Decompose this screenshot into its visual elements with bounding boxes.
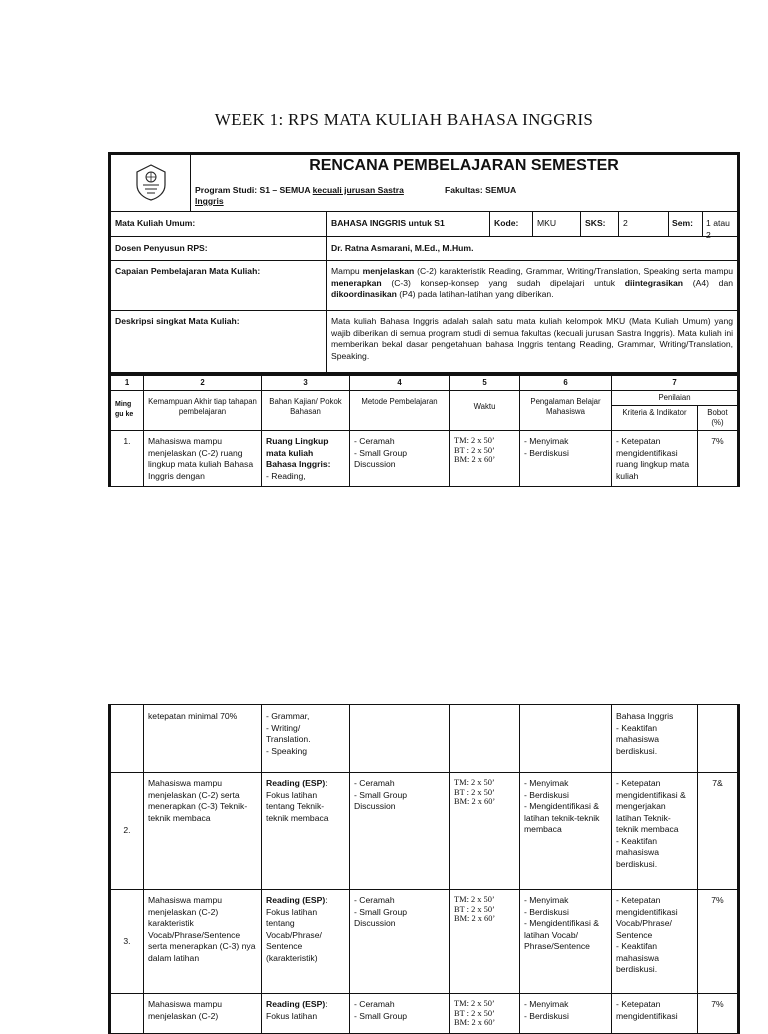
kriteria-cell: Bahasa Inggris - Keaktifan mahasiswa berdiskusi. bbox=[612, 705, 698, 773]
metode-cell: - Ceramah - Small Group Discussion bbox=[350, 773, 450, 890]
pengalaman-cell: - Menyimak - Berdiskusi bbox=[520, 994, 612, 1034]
kode-label: Kode: bbox=[490, 212, 533, 237]
dosen-value: Dr. Ratna Asmarani, M.Ed., M.Hum. bbox=[327, 237, 739, 261]
deskripsi-value: Mata kuliah Bahasa Inggris adalah salah satu mata kuliah kelompok MKU (Mata Kuliah Umum) yang wajib diberikan di semua program studi di semua fakultas (kecuali jurusan Sastra Inggris). Mata kuliah ini memberikan bekal dasar pengetahuan bahasa Inggris tentang Reading, Grammar, Writing/Translation, Speaking. bbox=[327, 311, 739, 373]
waktu-cell: TM: 2 x 50’ BT : 2 x 50’ BM: 2 x 60’ bbox=[450, 890, 520, 994]
rps-weekly-table-top bbox=[108, 373, 740, 487]
header-minggu: Ming gu ke bbox=[110, 391, 144, 431]
kriteria-cell: - Ketepatan mengidentifikasi bbox=[612, 994, 698, 1034]
header-bobot: Bobot (%) bbox=[698, 406, 739, 431]
sks-label: SKS: bbox=[581, 212, 619, 237]
week-number: 1. bbox=[110, 431, 144, 487]
header-pengalaman: Pengalaman Belajar Mahasiswa bbox=[520, 391, 612, 431]
kemampuan-cell: Mahasiswa mampu menjelaskan (C-2) ruang lingkup mata kuliah Bahasa Inggris dengan bbox=[144, 431, 262, 487]
kriteria-cell: - Ketepatan mengidentifikasi ruang lingkup mata kuliah bbox=[612, 431, 698, 487]
bobot-cell: 7% bbox=[698, 890, 739, 994]
header-kriteria: Kriteria & Indikator bbox=[612, 406, 698, 431]
col-number: 6 bbox=[520, 375, 612, 391]
pengalaman-cell: - Menyimak - Berdiskusi - Mengidentifikasi & latihan Vocab/ Phrase/Sentence bbox=[520, 890, 612, 994]
col-number: 2 bbox=[144, 375, 262, 391]
col-number: 3 bbox=[262, 375, 350, 391]
pengalaman-cell: - Menyimak - Berdiskusi bbox=[520, 431, 612, 487]
metode-cell: - Ceramah - Small Group Discussion bbox=[350, 431, 450, 487]
sks-value: 2 bbox=[619, 212, 669, 237]
bahan-cell: Ruang Lingkup mata kuliah Bahasa Inggris: - Reading, bbox=[262, 431, 350, 487]
kemampuan-cell: Mahasiswa mampu menjelaskan (C-2) bbox=[144, 994, 262, 1034]
rps-header-table bbox=[108, 152, 740, 373]
fakultas: Fakultas: SEMUA bbox=[445, 184, 517, 195]
rps-table-top bbox=[108, 152, 737, 487]
kriteria-cell: - Ketepatan mengidentifikasi & mengerjakan latihan Teknik-teknik membaca - Keaktifan mahasiswa berdiskusi. bbox=[612, 773, 698, 890]
kode-value: MKU bbox=[533, 212, 581, 237]
mku-value: BAHASA INGGRIS untuk S1 bbox=[327, 212, 490, 237]
dosen-label: Dosen Penyusun RPS: bbox=[110, 237, 327, 261]
capaian-value: Mampu menjelaskan (C-2) karakteristik Reading, Grammar, Writing/Translation, Speaking serta mampu menerapkan (C-3) konsep-konsep yang sudah dipelajari untuk diintegrasikan (A4) dan dikoordinasikan (P4) pada latihan-latihan yang diberikan. bbox=[327, 261, 739, 311]
university-logo bbox=[110, 154, 191, 212]
bahan-cell: Reading (ESP): Fokus latihan tentang Teknik-teknik membaca bbox=[262, 773, 350, 890]
program-studi: Program Studi: S1 – SEMUA kecuali jurusan Sastra Inggris bbox=[195, 184, 404, 206]
kemampuan-cell: ketepatan minimal 70% bbox=[144, 705, 262, 773]
bobot-cell: 7% bbox=[698, 431, 739, 487]
sem-value: 1 atau 2 bbox=[706, 218, 730, 240]
metode-cell: - Ceramah - Small Group Discussion bbox=[350, 890, 450, 994]
header-bahan: Bahan Kajian/ Pokok Bahasan bbox=[262, 391, 350, 431]
bobot-cell: 7% bbox=[698, 994, 739, 1034]
table-row bbox=[110, 890, 739, 994]
bahan-cell: Reading (ESP): Fokus latihan bbox=[262, 994, 350, 1034]
header-metode: Metode Pembelajaran bbox=[350, 391, 450, 431]
waktu-cell: TM: 2 x 50’ BT : 2 x 50’ BM: 2 x 60’ bbox=[450, 431, 520, 487]
table-row bbox=[110, 431, 739, 487]
bobot-cell: 7& bbox=[698, 773, 739, 890]
waktu-cell: TM: 2 x 50’ BT : 2 x 50’ BM: 2 x 60’ bbox=[450, 773, 520, 890]
capaian-label: Capaian Pembelajaran Mata Kuliah: bbox=[110, 261, 327, 311]
pengalaman-cell: - Menyimak - Berdiskusi - Mengidentifikasi & latihan teknik-teknik membaca bbox=[520, 773, 612, 890]
metode-cell: - Ceramah - Small Group bbox=[350, 994, 450, 1034]
col-number: 1 bbox=[110, 375, 144, 391]
rps-weekly-table-bottom bbox=[108, 704, 740, 1034]
table-row bbox=[110, 773, 739, 890]
kemampuan-cell: Mahasiswa mampu menjelaskan (C-2) serta menerapkan (C-3) Teknik-teknik membaca bbox=[144, 773, 262, 890]
kriteria-cell: - Ketepatan mengidentifikasi Vocab/Phrase/ Sentence - Keaktifan mahasiswa berdiskusi. bbox=[612, 890, 698, 994]
rps-main-title: RENCANA PEMBELAJARAN SEMESTER bbox=[309, 157, 619, 174]
col-number: 7 bbox=[612, 375, 739, 391]
waktu-cell: TM: 2 x 50’ BT : 2 x 50’ BM: 2 x 60’ bbox=[450, 994, 520, 1034]
week-number: 3. bbox=[110, 890, 144, 994]
bahan-cell: - Grammar, - Writing/ Translation. - Speaking bbox=[262, 705, 350, 773]
table-row bbox=[110, 994, 739, 1034]
mku-label: Mata Kuliah Umum: bbox=[110, 212, 327, 237]
sem-label: Sem: bbox=[669, 212, 703, 236]
bahan-cell: Reading (ESP): Fokus latihan tentang Vocab/Phrase/ Sentence (karakteristik) bbox=[262, 890, 350, 994]
header-waktu: Waktu bbox=[450, 391, 520, 431]
page-title: WEEK 1: RPS MATA KULIAH BAHASA INGGRIS bbox=[214, 110, 594, 129]
header-penilaian: Penilaian bbox=[612, 391, 739, 406]
week-number: 2. bbox=[110, 773, 144, 890]
col-number: 4 bbox=[350, 375, 450, 391]
rps-table-bottom bbox=[108, 704, 737, 1034]
kemampuan-cell: Mahasiswa mampu menjelaskan (C-2) karakteristik Vocab/Phrase/Sentence serta menerapkan (C-3) nya dalam latihan bbox=[144, 890, 262, 994]
col-number: 5 bbox=[450, 375, 520, 391]
table-row bbox=[110, 705, 739, 773]
header-kemampuan: Kemampuan Akhir tiap tahapan pembelajaran bbox=[144, 391, 262, 431]
deskripsi-label: Deskripsi singkat Mata Kuliah: bbox=[110, 311, 327, 373]
